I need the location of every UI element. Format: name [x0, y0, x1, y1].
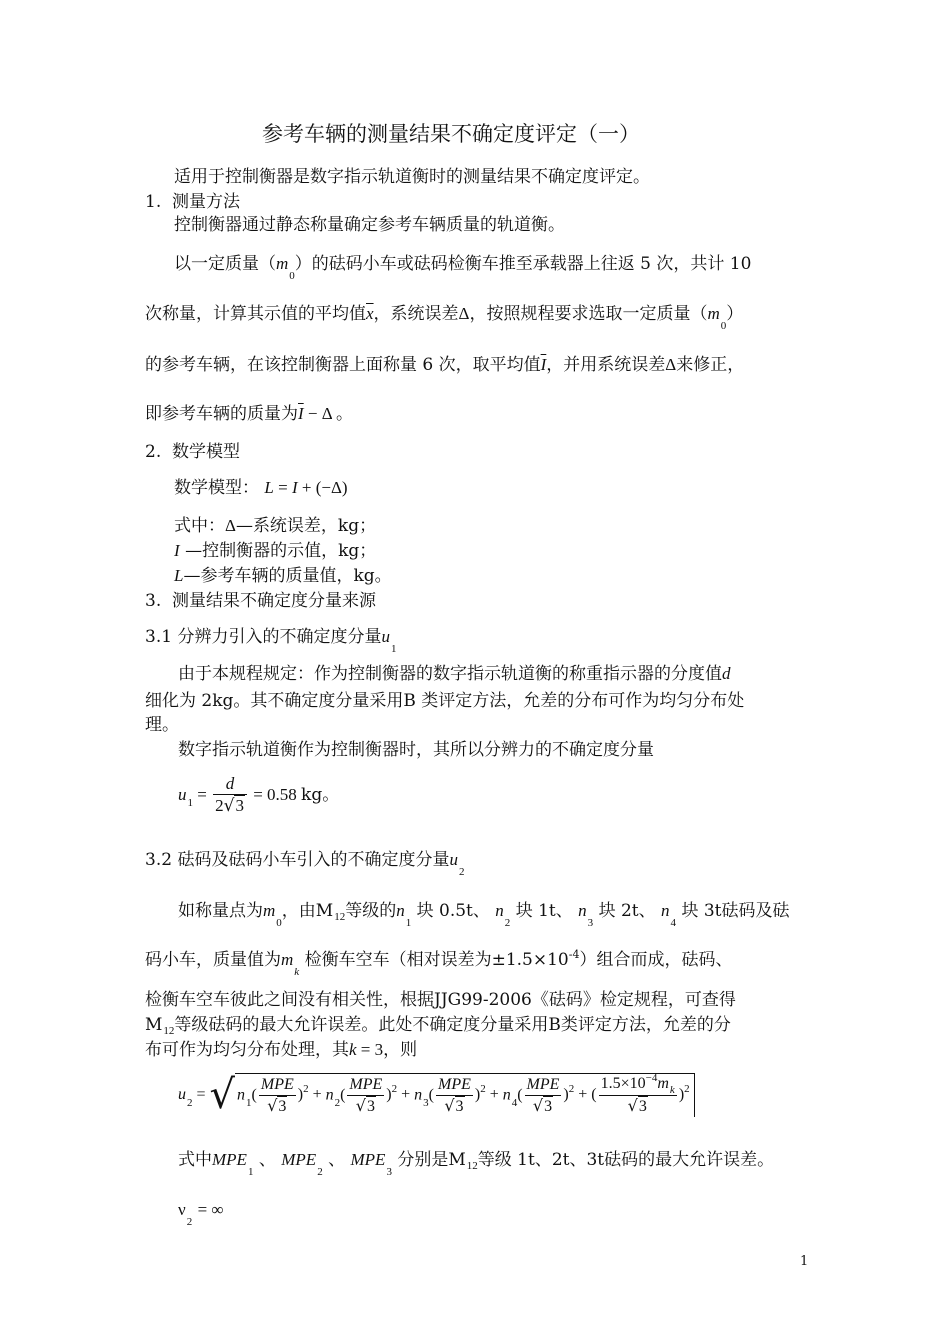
text-run: 块 1t、 — [515, 901, 573, 921]
symbol-m: m — [281, 950, 294, 969]
intro-paragraph: 适用于控制衡器是数字指示轨道衡时的测量结果不确定度评定。 — [174, 167, 650, 187]
subscript-3: 3 — [423, 1097, 429, 1109]
text-run: ，则 — [383, 1040, 418, 1060]
subscript-0: 0 — [276, 917, 282, 929]
text-run: 等级 1t、2t、3t砝码的最大允许误差。 — [477, 1150, 775, 1170]
page-number: 1 — [800, 1254, 809, 1269]
text-run: 检衡车空车（相对误差为±1.5×10 — [304, 950, 569, 970]
subscript-0: 0 — [289, 270, 295, 282]
subscript-1: 1 — [187, 796, 193, 809]
text-run: 、 — [258, 1150, 276, 1170]
subscript-3: 3 — [386, 1166, 392, 1178]
section-2-heading — [145, 442, 240, 462]
text-run: 。 — [336, 404, 354, 424]
symbol-x-bar: $\overline{x}$ — [366, 304, 374, 323]
symbol-n: n — [502, 1086, 511, 1104]
text-run: 块 3t砝码及砝 — [681, 901, 790, 921]
formula-fragment: )$^2$ + — [474, 1083, 503, 1103]
text-run: 的参考车辆，在该控制衡器上面称量 6 次，取平均值 — [145, 355, 541, 375]
fraction-d-over-2sqrt3 — [213, 774, 247, 816]
section-number: 3. — [145, 591, 162, 611]
s1-paragraph-5 — [145, 404, 353, 424]
text-run: —系统误差，kg； — [235, 516, 377, 536]
subscript-4: 4 — [670, 917, 677, 929]
symbol-d: d — [722, 664, 731, 683]
symbol-i-bar: $\overline{I}$ — [298, 404, 304, 423]
formula-fragment: ( — [428, 1086, 434, 1104]
section-number: 2. — [145, 442, 162, 462]
text-run: 次称量，计算其示值的平均值 — [145, 304, 366, 324]
s32-paragraph-1 — [178, 901, 790, 929]
denominator: √3 — [347, 1095, 384, 1117]
text-run: 分别是M — [397, 1150, 466, 1170]
text-run: ，系统误差 — [373, 304, 459, 324]
subscript-12: 12 — [466, 1160, 478, 1172]
fraction-mpe2 — [347, 1075, 384, 1117]
symbol-n: n — [414, 1086, 423, 1104]
formula-fragment: + (−Δ) — [297, 478, 348, 497]
text-run: ）的砝码小车或砝码检衡车推至承载器上往返 5 次，共计 10 — [294, 254, 752, 274]
s31-paragraph-4: 数字指示轨道衡作为控制衡器时，其所以分辨力的不确定度分量 — [178, 740, 654, 760]
section-number: 1. — [145, 192, 162, 212]
text-run: 、 — [328, 1150, 346, 1170]
s32-paragraph-3: 检衡车空车彼此之间没有相关性，根据JJG99-2006《砝码》检定规程，可查得 — [145, 990, 736, 1010]
definition-delta — [174, 516, 376, 536]
subscript-2: 2 — [186, 1216, 193, 1228]
mpe-label: MPE — [437, 1075, 471, 1093]
symbol-i-bar: $\overline{I}$ — [540, 355, 547, 374]
symbol-m: m — [276, 254, 289, 273]
symbol-u: u — [178, 785, 187, 804]
formula-fragment: − Δ — [303, 404, 337, 423]
formula-u2 — [178, 1073, 695, 1117]
page-title: 参考车辆的测量结果不确定度评定（一） — [262, 122, 640, 146]
symbol-nu: ν — [178, 1200, 186, 1219]
symbol-delta: Δ — [225, 516, 236, 535]
fraction-relative-error — [599, 1074, 677, 1117]
formula-fragment: )$^2$ + — [297, 1083, 326, 1103]
symbol-n: n — [578, 901, 587, 920]
formula-fragment: )$^2$ — [678, 1083, 690, 1103]
text-run: 即参考车辆的质量为 — [145, 404, 298, 424]
symbol-k: k — [349, 1040, 357, 1059]
text-run: 如称量点为 — [178, 901, 263, 921]
subscript-1: 1 — [390, 643, 397, 655]
mpe-label: MPE — [212, 1150, 247, 1169]
mpe-label: MPE — [349, 1075, 383, 1093]
subscript-2: 2 — [504, 917, 511, 929]
symbol-m: m — [707, 304, 720, 323]
subscript-2: 2 — [317, 1166, 323, 1178]
text-run: 块 0.5t、 — [416, 901, 490, 921]
text-run: 数学模型： — [174, 478, 259, 498]
formula-fragment: = — [193, 785, 212, 804]
s1-paragraph-2 — [174, 254, 752, 282]
symbol-m: m — [657, 1075, 669, 1092]
symbol-u: u — [178, 1086, 186, 1103]
text-run: 码小车，质量值为 — [145, 950, 281, 970]
mpe-label: MPE — [350, 1150, 386, 1169]
s32-paragraph-2 — [145, 948, 733, 978]
section-3-1-heading — [145, 627, 397, 655]
denominator: √3 — [525, 1095, 562, 1117]
s31-paragraph-2: 细化为 2kg。其不确定度分量采用B 类评定方法，允差的分布可作为均匀分布处 — [145, 691, 745, 711]
exponent: −4 — [645, 1072, 658, 1084]
subscript-2: 2 — [334, 1097, 341, 1109]
symbol-n: n — [661, 901, 670, 920]
symbol-l: L — [264, 478, 274, 497]
subscript-4: 4 — [511, 1097, 518, 1109]
formula-fragment: = 0.58 — [248, 785, 297, 804]
text-run: ） — [726, 304, 744, 324]
text-run: 3.1 分辨力引入的不确定度分量 — [145, 627, 382, 647]
text-run: 块 2t、 — [598, 901, 656, 921]
formula-fragment: )$^2$ + ( — [563, 1083, 597, 1103]
text-run: 式中 — [178, 1150, 212, 1170]
section-3-2-heading — [145, 850, 465, 878]
text-run: —参考车辆的质量值，kg。 — [183, 566, 392, 586]
s32-paragraph-4 — [145, 1015, 731, 1037]
text-run: 以一定质量（ — [174, 254, 276, 274]
text-run: ，按照规程要求选取一定质量（ — [469, 304, 708, 324]
symbol-i: I — [174, 541, 180, 560]
s31-paragraph-3: 理。 — [145, 715, 179, 735]
symbol-u: u — [449, 850, 458, 869]
subscript-1: 1 — [405, 917, 412, 929]
superscript-exponent: -4 — [568, 948, 580, 961]
formula-u1 — [178, 774, 339, 816]
text-run: ，由M — [281, 901, 334, 921]
formula-fragment: ( — [251, 1086, 257, 1104]
subscript-2: 2 — [458, 866, 465, 878]
formula-fragment: ( — [517, 1086, 523, 1104]
s1-paragraph-4 — [145, 355, 744, 375]
formula-nu2 — [178, 1200, 224, 1228]
formula-fragment: = — [192, 1086, 210, 1103]
s32-paragraph-5 — [145, 1040, 417, 1060]
text-run: 由于本规程规定：作为控制衡器的数字指示轨道衡的称重指示器的分度值 — [178, 664, 722, 684]
square-root: √ $n_1$( $\frac{\text{MPE}}{√3}$ )$^2 + n_2$( $\frac{\text{MPE}}{√3}$ )$^2 + n_3$( $\frac{\text{MPE}}{√3}$ )$^2 + n_4$( $\frac{\text{MPE}}{√3}$ )$^2$ + ( $\frac{1.5\times 10^{-4}m_k}{√3}$ )$^2$ — [210, 1073, 695, 1117]
subscript-12: 12 — [334, 911, 346, 923]
section-title: 测量结果不确定度分量来源 — [172, 591, 377, 611]
symbol-u: u — [381, 627, 390, 646]
symbol-n: n — [396, 901, 405, 920]
symbol-l: L — [174, 566, 184, 585]
formula-fragment: )$^2$ + — [386, 1083, 415, 1103]
denominator: 2√3 — [213, 794, 247, 816]
text-run: 3.2 砝码及砝码小车引入的不确定度分量 — [145, 850, 450, 870]
subscript-k: k — [294, 966, 300, 978]
mpe-label: MPE — [281, 1150, 317, 1169]
text-run: 等级砝码的最大允许误差。此处不确定度分量采用B类评定方法，允差的分 — [174, 1015, 731, 1035]
text-run: 布可作为均匀分布处理，其 — [145, 1040, 349, 1060]
subscript-1: 1 — [247, 1166, 254, 1178]
symbol-delta: Δ — [458, 304, 470, 323]
subscript-1: 1 — [246, 1097, 252, 1109]
subscript-3: 3 — [587, 917, 594, 929]
section-title: 测量方法 — [172, 192, 241, 212]
text-run: ，并用系统误差 — [546, 355, 666, 375]
fraction-mpe4 — [525, 1075, 562, 1117]
symbol-n: n — [325, 1086, 334, 1104]
formula-fragment: ( — [340, 1086, 346, 1104]
section-title: 数学模型 — [172, 442, 241, 462]
symbol-n: n — [495, 901, 504, 920]
definition-l — [174, 566, 392, 586]
unit-kg: kg。 — [301, 785, 340, 805]
text-run: 等级的 — [345, 901, 397, 921]
subscript-0: 0 — [720, 320, 727, 332]
definition-i — [174, 541, 376, 561]
text-run: 来修正， — [676, 355, 745, 375]
section-3-heading — [145, 591, 376, 611]
symbol-delta: Δ — [665, 355, 677, 374]
text-run: M — [145, 1015, 163, 1035]
denominator: √3 — [259, 1095, 296, 1117]
formula-fragment: = — [273, 478, 292, 497]
symbol-n: n — [237, 1086, 246, 1104]
s1-paragraph-1: 控制衡器通过静态称量确定参考车辆质量的轨道衡。 — [174, 215, 565, 235]
section-1-heading — [145, 192, 240, 212]
text-run: —控制衡器的示值，kg； — [185, 541, 377, 561]
s1-paragraph-3 — [145, 304, 744, 332]
numerator-coefficient — [599, 1074, 677, 1095]
denominator: √3 — [436, 1095, 473, 1117]
symbol-i: I — [291, 478, 298, 497]
formula-fragment: = ∞ — [197, 1200, 224, 1219]
fraction-mpe1 — [259, 1075, 296, 1117]
fraction-mpe3 — [436, 1075, 473, 1117]
text-run: 式中： — [174, 516, 225, 536]
symbol-m: m — [263, 901, 276, 920]
formula-fragment: = 3 — [356, 1040, 384, 1059]
value-0-58: 0.58 — [267, 785, 297, 804]
subscript-12: 12 — [163, 1025, 175, 1037]
denominator: √3 — [599, 1095, 677, 1117]
mpe-label: MPE — [260, 1075, 294, 1093]
subscript-2: 2 — [187, 1096, 193, 1109]
coefficient: 1.5×10 — [600, 1075, 646, 1092]
s32-paragraph-6 — [178, 1150, 775, 1178]
mpe-label: MPE — [526, 1075, 560, 1093]
subscript-k: k — [669, 1084, 675, 1096]
s31-paragraph-1 — [178, 664, 731, 684]
numerator-d: d — [225, 774, 235, 793]
math-model-line — [174, 478, 348, 498]
text-run: ）组合而成，砝码、 — [579, 950, 733, 970]
